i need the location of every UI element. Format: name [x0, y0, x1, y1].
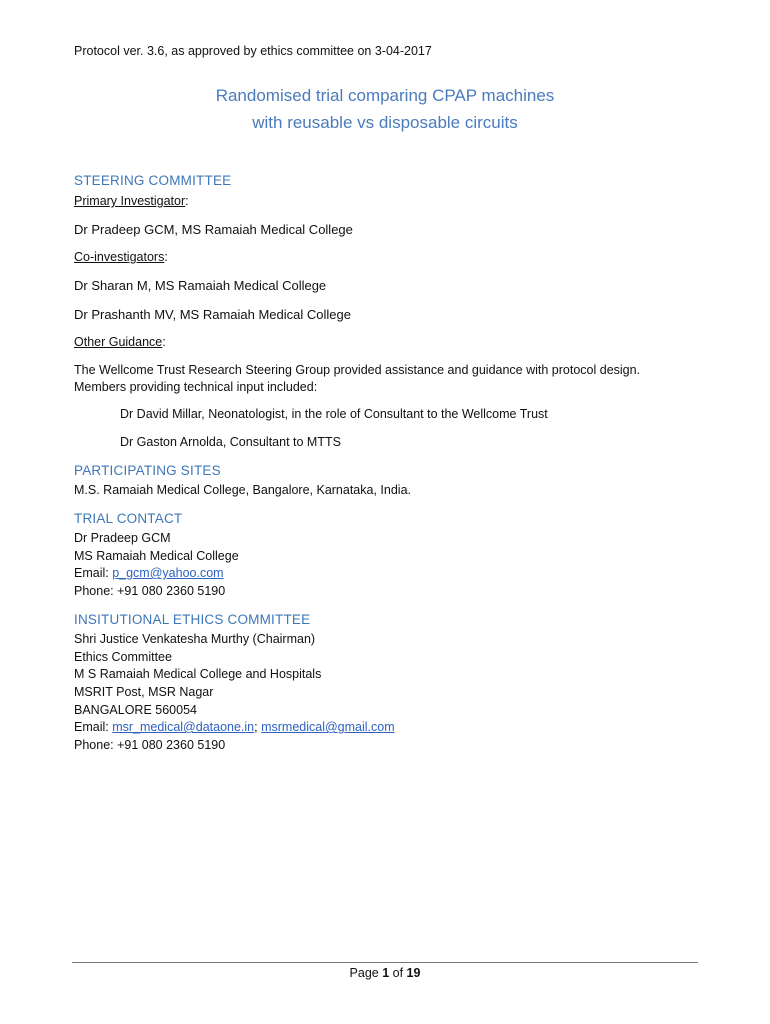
- primary-investigator-label-text: Primary Investigator: [74, 194, 186, 208]
- guidance-member-2: Dr Gaston Arnolda, Consultant to MTTS: [120, 435, 341, 449]
- ethics-line-1: Shri Justice Venkatesha Murthy (Chairman): [74, 632, 316, 646]
- page-total: 19: [406, 966, 421, 980]
- other-guidance-label-text: Other Guidance: [74, 335, 163, 349]
- participating-site: M.S. Ramaiah Medical College, Bangalore, Karnataka, India.: [74, 483, 411, 497]
- footer-divider: [72, 962, 698, 963]
- contact-organization: MS Ramaiah Medical College: [74, 549, 239, 563]
- co-investigator-1: Dr Sharan M, MS Ramaiah Medical College: [74, 278, 327, 293]
- contact-name: Dr Pradeep GCM: [74, 531, 171, 545]
- participating-sites-heading: PARTICIPATING SITES: [74, 463, 221, 478]
- primary-investigator: Dr Pradeep GCM, MS Ramaiah Medical College: [74, 222, 353, 237]
- primary-investigator-label: Primary Investigator:: [74, 194, 189, 208]
- guidance-text-line-1: The Wellcome Trust Research Steering Group provided assistance and guidance with protocol design.: [74, 363, 641, 377]
- steering-committee-heading: STEERING COMMITTEE: [74, 173, 232, 188]
- contact-email-link[interactable]: p_gcm@yahoo.com: [112, 566, 224, 580]
- ethics-line-2: Ethics Committee: [74, 650, 172, 664]
- ethics-line-3: M S Ramaiah Medical College and Hospitals: [74, 667, 322, 681]
- ethics-email-separator: ;: [254, 720, 262, 734]
- ethics-line-4: MSRIT Post, MSR Nagar: [74, 685, 214, 699]
- other-guidance-label: Other Guidance:: [74, 335, 166, 349]
- co-investigator-2: Dr Prashanth MV, MS Ramaiah Medical College: [74, 307, 351, 322]
- ethics-phone: Phone: +91 080 2360 5190: [74, 738, 226, 752]
- ethics-email-label: Email:: [74, 720, 113, 734]
- guidance-text-line-2: Members providing technical input included:: [74, 380, 318, 394]
- trial-contact-heading: TRIAL CONTACT: [74, 511, 183, 526]
- contact-email-label: Email:: [74, 566, 113, 580]
- ethics-line-5: BANGALORE 560054: [74, 703, 197, 717]
- co-investigators-label-text: Co-investigators: [74, 250, 165, 264]
- ethics-email-link-2[interactable]: msrmedical@gmail.com: [261, 720, 395, 734]
- protocol-version-header: Protocol ver. 3.6, as approved by ethics committee on 3-04-2017: [74, 44, 432, 58]
- guidance-member-1: Dr David Millar, Neonatologist, in the role of Consultant to the Wellcome Trust: [120, 407, 548, 421]
- ethics-email-line: [74, 720, 395, 734]
- contact-phone: Phone: +91 080 2360 5190: [74, 584, 226, 598]
- ethics-email-link-1[interactable]: msr_medical@dataone.in: [112, 720, 255, 734]
- document-title-line-1: Randomised trial comparing CPAP machines: [215, 86, 555, 105]
- document-title-line-2: with reusable vs disposable circuits: [252, 113, 518, 132]
- page-number: 1: [382, 966, 390, 980]
- ethics-committee-heading: INSITUTIONAL ETHICS COMMITTEE: [74, 612, 311, 627]
- contact-email-line: [74, 566, 224, 580]
- page-footer: [0, 966, 770, 980]
- page-word: Page: [349, 966, 383, 980]
- of-word: of: [389, 966, 407, 980]
- co-investigators-label: Co-investigators:: [74, 250, 168, 264]
